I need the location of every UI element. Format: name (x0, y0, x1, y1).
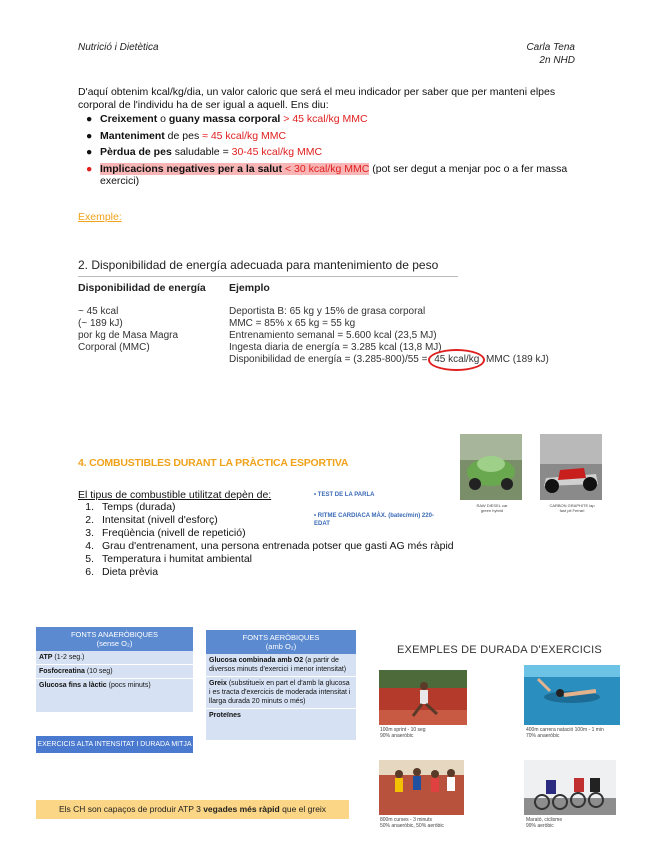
list-item-text: Temperatura i humitat ambiental (102, 553, 252, 565)
sprint-photo-icon (379, 670, 467, 725)
row-text: (1-2 seg.) (52, 654, 85, 661)
bullet-bold-2: guany massa corporal (168, 113, 281, 125)
aerobic-row (206, 709, 356, 741)
scan-col1-head: Disponibilidad de energía (78, 282, 206, 294)
caption-sprint: 100m sprint - 10 seg 90% anaeròbic (380, 727, 426, 739)
row-text: (10 seg) (84, 668, 113, 675)
caption-swim: 400m carrera natació 100m - 1 min 70% anaeròbic (526, 727, 604, 739)
photo-sprint (379, 670, 467, 725)
scan-col2-line: Ingesta diaria de energía = 3.285 kcal (13,8 MJ) (229, 342, 442, 353)
side-note-text: TEST DE LA PARLA (317, 492, 375, 498)
anaerobic-row (36, 651, 193, 665)
row-bold: Greix (209, 680, 227, 687)
row-bold: Glucosa combinada amb O2 (209, 657, 304, 664)
scan-col2-head: Ejemplo (229, 282, 270, 294)
scan-title-rule (78, 276, 458, 277)
photo-cycling (524, 760, 616, 815)
header-left: Nutrició i Dietètica (78, 42, 159, 53)
car-photo-f1 (540, 434, 602, 500)
scan-col2-last-line (229, 354, 549, 366)
list-item: 2. Intensitat (nivell d'esforç) (85, 514, 218, 526)
car-green-caption: RAW DIESEL car green hybrid (476, 503, 508, 513)
bullet-bold: Pèrdua de pes (100, 146, 172, 158)
bullet-text: o (157, 113, 169, 125)
swim-photo-icon (524, 665, 620, 725)
side-note-heart-rate: • RITME CARDIACA MÀX. (batec/min) 220- EDAT (314, 513, 434, 527)
bullet-bold: Implicacions negatives per a la salut (100, 162, 283, 175)
carbohydrate-note-box (36, 800, 349, 819)
caption-race: 800m curses - 3 minuts 50% anaeròbic, 50% aeròbic (380, 817, 444, 829)
side-note-speech-test: • TEST DE LA PARLA (314, 492, 375, 498)
anaerobic-row (36, 665, 193, 679)
list-item: 1. Temps (durada) (85, 501, 176, 513)
scan-col1-line: Corporal (MMC) (78, 342, 150, 353)
ch-text-a: Els CH son capaços de produir ATP 3 (58, 804, 204, 814)
high-intensity-box: EXERCICIS ALTA INTENSITAT I DURADA MITJA (36, 736, 193, 753)
side-note-text: RITME CARDIACA MÀX. (batec/min) 220- EDAT (314, 513, 434, 527)
bullet-tail: (pot ser degut a menjar poc o a fer massa exercici) (100, 162, 568, 187)
cycling-photo-icon (524, 760, 616, 815)
anaerobic-row (36, 679, 193, 713)
row-text: (substitueix en part el d'amb la glucosa i es tracta d'exercicis de moderada intensitat i llarga durada 20 minuts o més) (209, 680, 351, 705)
bullet-item: ● Manteniment de pes ≈ 45 kcal/kg MMC (86, 129, 287, 142)
photo-race (379, 760, 464, 815)
scan-col2-line: Deportista B: 65 kg y 15% de grasa corporal (229, 306, 426, 317)
scan-last-a: Disponibilidad de energía = (3.285-800)/55 = (229, 354, 431, 365)
photo-swim (524, 665, 620, 725)
section4-title: 4. COMBUSTIBLES DURANT LA PRÀCTICA ESPORTIVA (78, 457, 349, 469)
bullet-red: > 45 kcal/kg MMC (280, 113, 368, 125)
scan-col1 (78, 306, 178, 354)
row-bold: Fosfocreatina (39, 668, 85, 675)
scanned-example-image (72, 248, 587, 398)
row-text: (a partir de diversos minuts d'exercici i menor intensitat) (209, 657, 347, 673)
list-item-text: Freqüència (nivell de repetició) (102, 527, 246, 539)
bullet-red: 30-45 kcal/kg MMC (231, 146, 323, 158)
bullet-red: < 30 kcal/kg MMC (285, 162, 370, 175)
bullet-text: de pes (164, 129, 203, 142)
bullet-bold: Manteniment (100, 129, 165, 142)
ch-text-c: que el greix (279, 804, 327, 814)
list-item-text: Temps (durada) (102, 501, 176, 513)
car-green-icon (460, 434, 522, 500)
row-bold: Proteïnes (209, 712, 241, 719)
car-photo-green (460, 434, 522, 500)
aerobic-header-title: FONTS AERÒBIQUES (242, 633, 320, 642)
aerobic-header (206, 630, 356, 654)
anaerobic-header-title: FONTS ANAERÒBIQUES (70, 630, 159, 639)
section4-lead-text: El tipus de combustible utilitzat depèn de: (78, 489, 272, 501)
header-author: Carla Tena (526, 42, 575, 53)
scan-col1-line: (~ 189 kJ) (78, 318, 123, 329)
anaerobic-header (36, 627, 193, 651)
ch-text-bold: vegades més ràpid (203, 804, 280, 814)
bullet-text: saludable = (171, 146, 232, 158)
row-bold: Glucosa fins a làctic (39, 682, 107, 689)
scan-col2-line: MMC = 85% x 65 kg = 55 kg (229, 318, 356, 329)
list-item: 4. Grau d'entrenament, una persona entrenada potser que gasti AG més ràpid (85, 540, 454, 552)
bullet-bold: Creixement (100, 113, 158, 125)
aerobic-row (206, 677, 356, 709)
bullet-list (80, 113, 580, 188)
car-f1-caption: CARBON GRAPHITE lap fast pit Ferrari (549, 503, 595, 513)
row-bold: ATP (39, 654, 53, 661)
row-text: (pocs minuts) (106, 682, 151, 689)
list-item: 3. Freqüència (nivell de repetició) (85, 527, 246, 539)
list-item: 6. Dieta prèvia (85, 566, 159, 578)
bullet-item: ● Implicacions negatives per a la salut < 30 kcal/kg MMC (pot ser degut a menjar poc o a fer massa exercici) (86, 162, 568, 187)
list-item-text: Intensitat (nivell d'esforç) (102, 514, 218, 526)
bullet-item: ● Creixement o guany massa corporal > 45 kcal/kg MMC (86, 113, 368, 125)
examples-title: EXEMPLES DE DURADA D'EXERCICIS (397, 644, 602, 656)
bullet-item: ● Pèrdua de pes saludable = 30-45 kcal/kg MMC (86, 146, 323, 158)
list-item: 5. Temperatura i humitat ambiental (85, 553, 252, 565)
anaerobic-sources-box (36, 627, 193, 713)
caption-cycling: Marató, ciclisme 99% aeròbic (526, 817, 563, 829)
scan-title: 2. Disponibilidad de energía adecuada para mantenimiento de peso (78, 258, 439, 272)
scan-circled-value: 45 kcal/kg (428, 349, 485, 371)
scan-col1-line: por kg de Masa Magra (78, 330, 179, 341)
scan-col2 (229, 306, 549, 366)
anaerobic-header-sub: (sense O₂) (96, 639, 133, 648)
intro-paragraph: D'aquí obtenim kcal/kg/dia, un valor caloric que será el meu indicador per saber que per manteni elpes corporal de l'individu ha de ser igual a aquell. Ens diu: (78, 86, 556, 111)
aerobic-sources-box (206, 630, 356, 741)
header-course: 2n NHD (539, 55, 575, 66)
bullet-red: ≈ 45 kcal/kg MMC (202, 129, 287, 142)
aerobic-header-sub: (amb O₂) (265, 642, 297, 651)
list-item-text: Dieta prèvia (102, 566, 159, 578)
race-photo-icon (379, 760, 464, 815)
scan-col1-line: ~ 45 kcal (78, 306, 119, 317)
car-f1-icon (540, 434, 602, 500)
example-link[interactable]: Exemple: (78, 211, 122, 223)
scan-col2-line: Entrenamiento semanal = 5.600 kcal (23,5 MJ) (229, 330, 437, 341)
aerobic-row (206, 654, 356, 677)
scan-last-b: MMC (189 kJ) (483, 354, 549, 365)
list-item-text: Grau d'entrenament, una persona entrenada potser que gasti AG més ràpid (102, 540, 454, 552)
